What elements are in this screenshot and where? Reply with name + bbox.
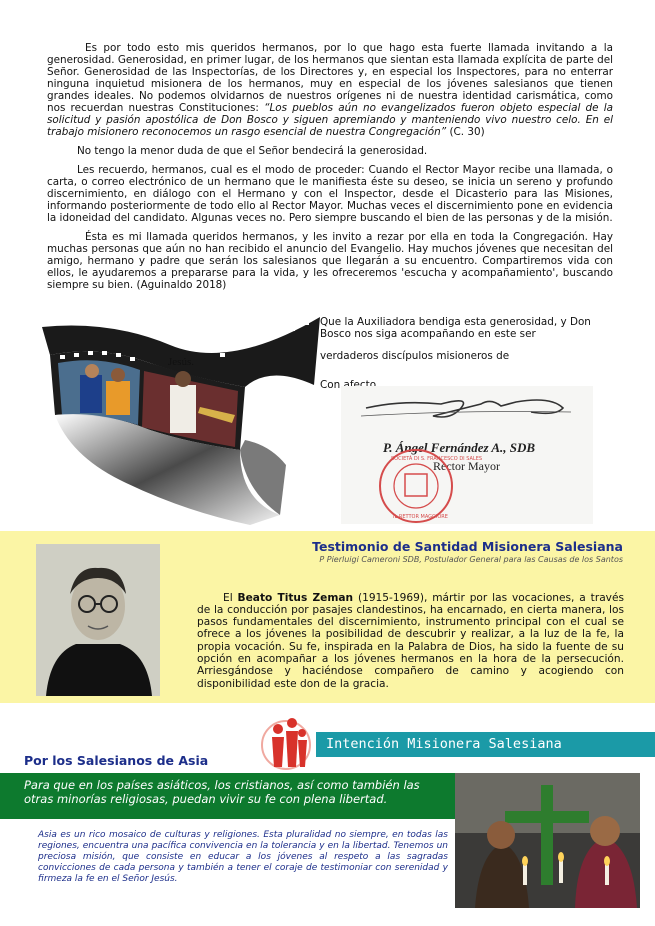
constitution-quote: “Los pueblos aún no evangelizados fueron objeto especial de la solicitud y pasión apostólica de Don Bosco y siguen apremiando y manteniendo vivo nuestro celo. En el trabajo misionero reconocemos un rasgo esencial de nuestra Congregación”: [47, 102, 613, 138]
seal-text-top: SOCIETÀ DI S. FRANCESCO DI SALES: [391, 456, 483, 462]
person-head: [85, 364, 99, 378]
closing-blessing: Que la Auxiliadora bendiga esta generosidad, y Don Bosco nos siga acompañando en este ser: [320, 316, 591, 340]
testimony-section: [0, 531, 655, 703]
green-cross: [541, 785, 553, 885]
seal-emblem: [405, 474, 427, 496]
quote-reference: (C. 30): [446, 126, 485, 138]
seal-text-bottom: IL RETTOR MAGGIORE: [393, 514, 448, 520]
testimony-title: Testimonio de Santidad Misionera Salesiana: [312, 539, 623, 554]
testimony-body: El Beato Titus Zeman (1915-1969), mártir por las vocaciones, a través de la conducción por pasajes clandestinos, ha encarnado, en cierta manera, los pasos fundamentales del discernimiento, instrumento principal con el cual se ofrece a los jóvenes la posibilidad de descubrir y realizar, a la luz de la fe, la propia vocación. Su fe, inspirada en la Palabra de Dios, ha sido la fuente de su opción en acompañar a los jóvenes hermanos en la hora de la persecución. Arriesgándose y haciéndose compañero de camino y acogiendo con disponibilidad este don de la gracia.: [197, 591, 624, 690]
closing-affection: Con afecto.: [320, 379, 380, 391]
person-head: [111, 368, 125, 382]
intention-target: Por los Salesianos de Asia: [24, 753, 209, 768]
official-seal: [380, 450, 482, 522]
person-figure: [80, 375, 102, 413]
letter-paragraph-4: Ésta es mi llamada queridos hermanos, y les invito a rezar por ella en toda la Congregación. Hay muchas personas que aún no han recibido el anuncio del Evangelio. Hay muchos jóvenes que necesitan del amigo, hermano y padre que serán los salesianos que llegarán a su encuentro. Compartiremos vida con ellos, le ayudaremos a prepararse para la vida, y les ofreceremos 'escucha y acompañamiento', buscando siempre su bien. (Aguinaldo 2018): [47, 231, 613, 291]
letter-paragraph-3: Les recuerdo, hermanos, cual es el modo de proceder: Cuando el Rector Mayor recibe una llamada, o carta, o correo electrónico de un hermano que le manifiesta éste su deseo, se inicia un sereno y profundo discernimiento, en diálogo con el Hermano y con el Inspector, desde el Dicasterio para las Misiones, informando posteriormente de todo ello al Rector Mayor. Muchas veces el discernimiento pone en evidencia la idoneidad del candidato. Algunas veces no. Pero siempre buscando el bien de las personas y de la misión.: [47, 164, 613, 224]
candle: [559, 861, 563, 883]
candle-vigil-photo: [455, 773, 640, 908]
signature-block: [341, 386, 593, 524]
person-figure: [106, 381, 130, 415]
blessed-name: Beato Titus Zeman: [237, 591, 354, 604]
intention-explanation: Asia es un rico mosaico de culturas y religiones. Esta pluralidad no siempre, en todas las regiones, encuentra una pacífica convivencia en la tolerancia y en la libertad. Tenemos un preciosa misión, que consiste en educar a los jóvenes al respeto a las sagradas convicciones de cada persona y también a tener el coraje de testimoniar con serenidad y firmeza la fe en el Señor Jesús.: [38, 830, 448, 884]
portrait-titus-zeman: [36, 544, 160, 696]
candle: [605, 865, 609, 885]
person-figure: [170, 385, 196, 433]
intention-banner: Intención Misionera Salesiana: [316, 732, 655, 757]
film-strip-collage: [40, 315, 322, 530]
prayer-intention: Para que en los países asiáticos, los cristianos, así como también las otras minorías religiosas, puedan vivir su fe con plena libertad.: [24, 778, 420, 806]
salesian-missions-logo: [258, 713, 314, 773]
person-head: [175, 371, 191, 387]
signature-role: Rector Mayor: [433, 459, 500, 473]
testimony-subtitle: P Pierluigi Cameroni SDB, Postulador General para las Causas de los Santos: [319, 555, 623, 564]
signature-name: P. Ángel Fernández A., SDB: [383, 440, 536, 455]
letter-body: [47, 42, 613, 298]
paragraph-text: Es por todo esto mis queridos hermanos, por lo que hago esta fuerte llamada invitando a la generosidad. Generosidad, en primer lugar, de los hermanos que sientan esta llamada explícita de parte del Señor. Generosidad de las Inspectorías, de los Directores y, en especial los Inspectores, para no enterrar ninguna inquietud misionera de los hermanos, muy en especial de los jóvenes salesianos que tienen grandes ideales. No podemos olvidarnos de nuestros orígenes ni de nuestra identidad carismática, como nos recuerdan nuestras Constituciones:: [47, 42, 613, 114]
film-overlay-word: Jesús.: [168, 356, 194, 368]
candle: [523, 865, 527, 885]
letter-paragraph-1: [47, 42, 613, 138]
letter-closing: [320, 316, 620, 391]
letter-paragraph-2: No tengo la menor duda de que el Señor bendecirá la generosidad.: [77, 145, 428, 157]
closing-disciples: verdaderos discípulos misioneros de: [320, 350, 510, 362]
